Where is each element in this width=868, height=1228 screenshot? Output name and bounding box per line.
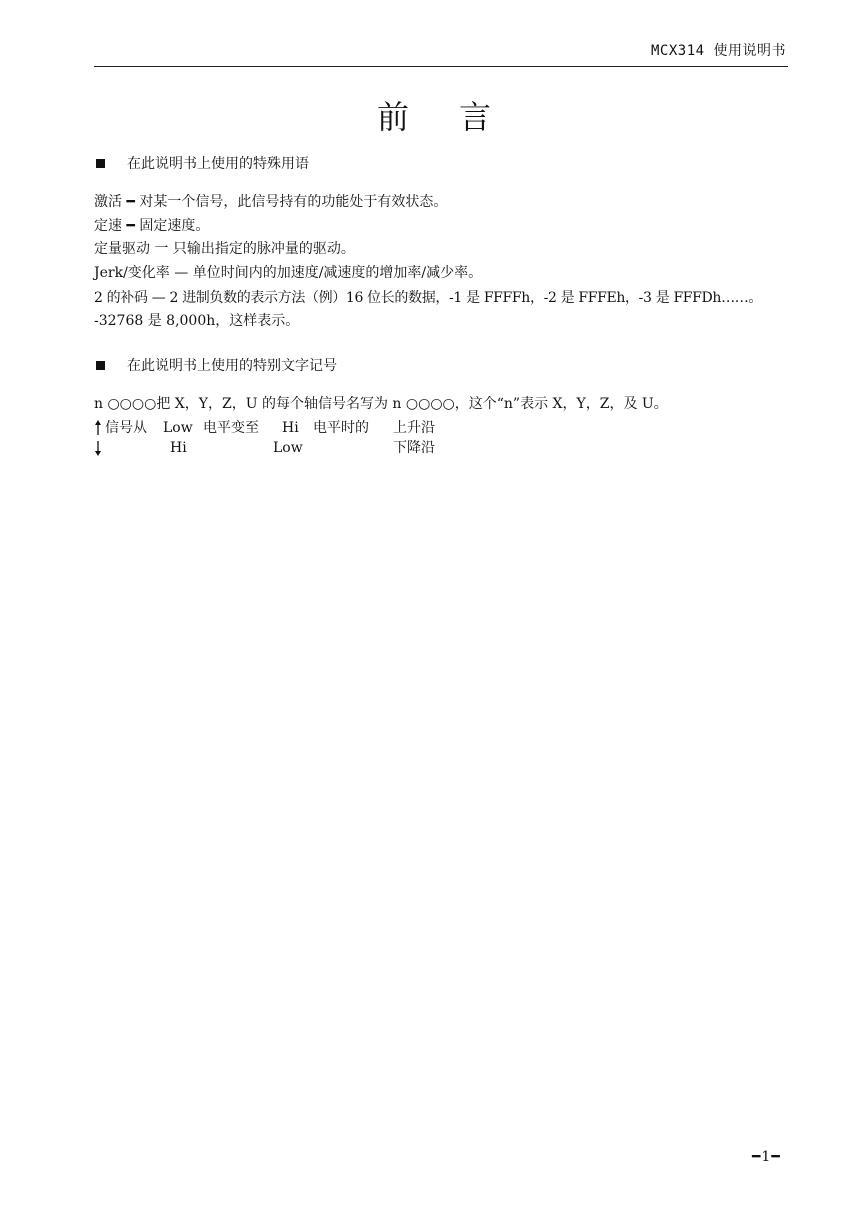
square-bullet-icon <box>96 159 105 168</box>
header-title: MCX314 使用说明书 <box>650 43 786 59</box>
edge-from-level: Hi <box>170 440 187 456</box>
page-title: 前言 <box>376 98 541 136</box>
down-arrow-icon <box>93 440 103 456</box>
up-arrow-icon <box>93 420 103 436</box>
edge-to-level: Low <box>273 440 303 456</box>
edge-type: 下降沿 <box>393 440 435 456</box>
section-heading: 在此说明书上使用的特殊用语 <box>127 156 309 172</box>
edge-tail: 电平时的 <box>313 420 369 436</box>
edge-to-level: Hi <box>282 420 299 436</box>
edge-from-level: Low <box>163 420 193 436</box>
edge-lead: 信号从 <box>105 420 147 436</box>
term-line: 定量驱动 一 只输出指定的脉冲量的驱动。 <box>94 241 355 257</box>
page-number: ━1━ <box>752 1149 781 1165</box>
term-line: Jerk/变化率 — 单位时间内的加速度/减速度的增加率/减少率。 <box>94 265 483 281</box>
term-line: 定速 ━ 固定速度。 <box>94 218 210 234</box>
term-line: 2 的补码 — 2 进制负数的表示方法（例）16 位长的数据，-1 是 FFFFh，-2 是 FFFEh，-3 是 FFFDh……。 <box>94 290 763 306</box>
edge-type: 上升沿 <box>393 420 435 436</box>
term-line: 激活 ━ 对某一个信号，此信号持有的功能处于有效状态。 <box>94 194 448 210</box>
header-divider <box>94 66 788 67</box>
section-heading: 在此说明书上使用的特别文字记号 <box>127 358 337 374</box>
term-line: -32768 是 8,000h，这样表示。 <box>94 313 300 329</box>
square-bullet-icon <box>96 361 105 370</box>
symbol-line: n ○○○○把 X，Y，Z，U 的每个轴信号名写为 n ○○○○，这个“n”表示 X，Y，Z，及 U。 <box>94 396 668 412</box>
edge-mid: 电平变至 <box>203 420 259 436</box>
